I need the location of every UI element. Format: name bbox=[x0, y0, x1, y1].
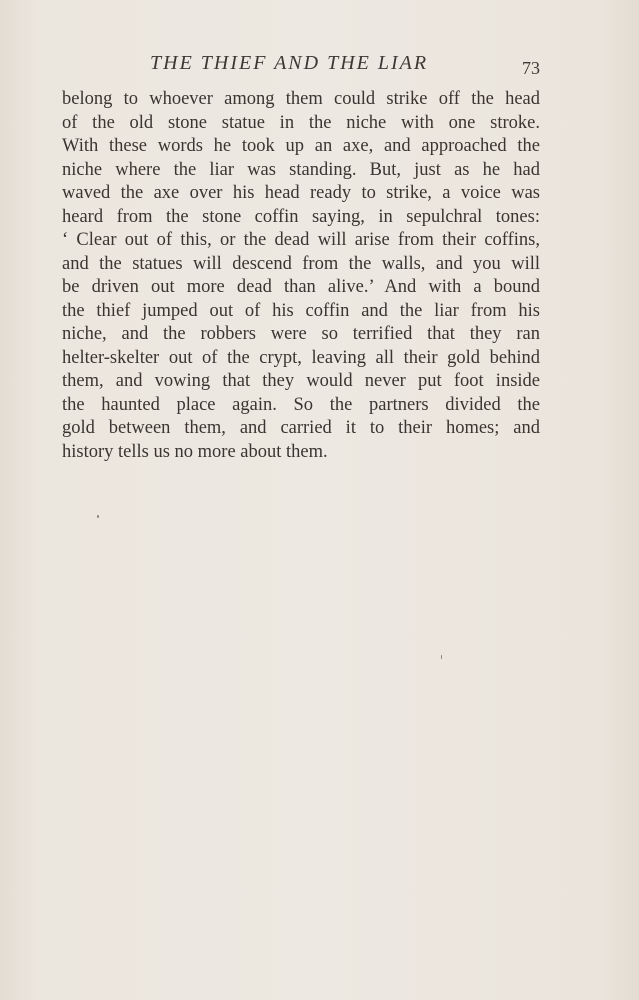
text-line: and the statues will descend from the walls, and you will bbox=[62, 253, 540, 274]
text-line: waved the axe over his head ready to strike, a voice was bbox=[62, 183, 540, 203]
text-line: With these words he took up an axe, and approached the bbox=[62, 136, 540, 156]
text-line: the thief jumped out of his coffin and the liar from his bbox=[62, 300, 540, 321]
text-line: ‘ Clear out of this, or the dead will arise from their coffins, bbox=[62, 230, 540, 250]
text-line: history tells us no more about them. bbox=[62, 441, 328, 462]
text-line: niche where the liar was standing. But, just as he had bbox=[62, 159, 540, 180]
text-line: gold between them, and carried it to their homes; and bbox=[62, 418, 540, 438]
text-line: be driven out more dead than alive.’ And with a bound bbox=[62, 277, 540, 297]
text-line: the haunted place again. So the partners divided the bbox=[62, 394, 540, 415]
text-line: belong to whoever among them could strike off the head bbox=[62, 89, 540, 109]
running-head bbox=[62, 52, 540, 78]
paper-speck bbox=[97, 515, 99, 518]
text-line: niche, and the robbers were so terrified that they ran bbox=[62, 324, 540, 344]
text-line: them, and vowing that they would never put foot inside bbox=[62, 371, 540, 391]
page-number: 73 bbox=[522, 58, 540, 78]
paper-speck bbox=[441, 655, 442, 659]
text-line: helter-skelter out of the crypt, leaving all their gold behind bbox=[62, 347, 540, 368]
body-text bbox=[62, 88, 540, 464]
text-line: of the old stone statue in the niche with one stroke. bbox=[62, 112, 540, 133]
text-line: heard from the stone coffin saying, in sepulchral tones: bbox=[62, 206, 540, 227]
running-title: THE THIEF AND THE LIAR bbox=[150, 52, 429, 74]
